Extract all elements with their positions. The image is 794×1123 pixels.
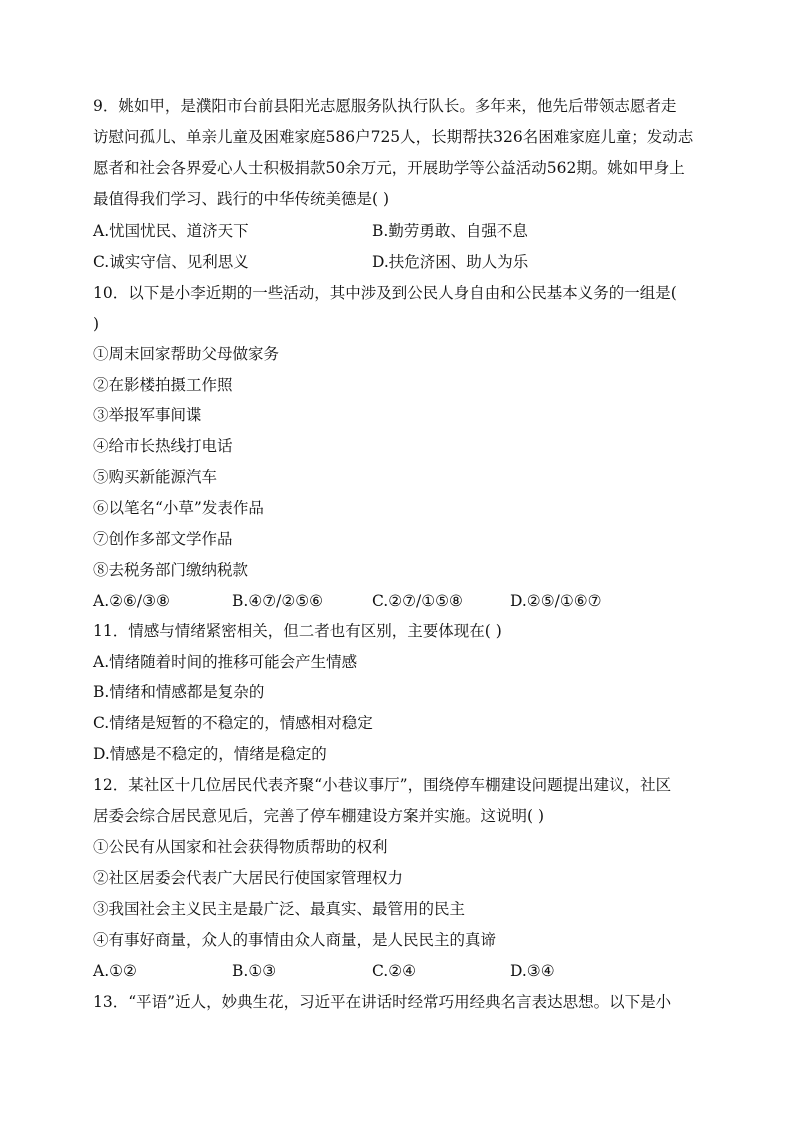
q9-option-b: B.勤劳勇敢、自强不息: [372, 222, 528, 240]
q12-line-1: 12．某社区十几位居民代表齐聚“小巷议事厅”，围绕停车棚建设问题提出建议，社区: [93, 776, 672, 794]
q10-item-2: ②在影楼拍摄工作照: [93, 376, 233, 394]
q12-option-a: A.①②: [93, 962, 137, 980]
q11-option-d: D.情感是不稳定的，情绪是稳定的: [93, 745, 327, 763]
q9-option-a: A.忧国忧民、道济天下: [93, 222, 249, 240]
q10-item-5: ⑤购买新能源汽车: [93, 468, 218, 486]
q10-option-a: A.②⑥/③⑧: [93, 592, 170, 610]
q11-option-c: C.情绪是短暂的不稳定的，情感相对稳定: [93, 714, 373, 732]
q10-option-b: B.④⑦/②⑤⑥: [232, 592, 324, 610]
q9-line-3: 愿者和社会各界爱心人士积极捐款50余万元，开展助学等公益活动562期。姚如甲身上: [93, 159, 685, 177]
q10-item-4: ④给市长热线打电话: [93, 437, 233, 455]
q12-option-d: D.③④: [510, 962, 555, 980]
q12-item-2: ②社区居委会代表广大居民行使国家管理权力: [93, 869, 404, 887]
q11-option-a: A.情绪随着时间的推移可能会产生情感: [93, 653, 358, 671]
q12-option-b: B.①③: [232, 962, 277, 980]
q11-line-1: 11．情感与情绪紧密相关，但二者也有区别，主要体现在( ): [93, 622, 502, 640]
q10-item-6: ⑥以笔名“小草”发表作品: [93, 499, 264, 517]
q10-line-2: ): [93, 315, 100, 333]
q12-option-c: C.②④: [372, 962, 417, 980]
q12-item-4: ④有事好商量，众人的事情由众人商量，是人民民主的真谛: [93, 931, 497, 949]
q10-item-3: ③举报军事间谍: [93, 406, 202, 424]
q9-option-c: C.诚实守信、见利思义: [93, 253, 249, 271]
q9-line-1: 9．姚如甲，是濮阳市台前县阳光志愿服务队执行队长。多年来，他先后带领志愿者走: [93, 97, 677, 115]
q10-item-1: ①周末回家帮助父母做家务: [93, 345, 280, 363]
q9-line-2: 访慰问孤儿、单亲儿童及困难家庭586户725人，长期帮扶326名困难家庭儿童；发动志: [93, 128, 694, 146]
q10-line-1: 10．以下是小李近期的一些活动，其中涉及到公民人身自由和公民基本义务的一组是(: [93, 284, 677, 302]
q11-option-b: B.情绪和情感都是复杂的: [93, 683, 265, 701]
q9-option-d: D.扶危济困、助人为乐: [372, 253, 529, 271]
q10-option-c: C.②⑦/①⑤⑧: [372, 592, 463, 610]
q13-line-1: 13．“平语”近人，妙典生花，习近平在讲话时经常巧用经典名言表达思想。以下是小: [93, 993, 672, 1011]
q10-item-8: ⑧去税务部门缴纳税款: [93, 561, 249, 579]
q10-option-d: D.②⑤/①⑥⑦: [510, 592, 602, 610]
q12-item-1: ①公民有从国家和社会获得物质帮助的权利: [93, 838, 388, 856]
q9-line-4: 最值得我们学习、践行的中华传统美德是( ): [93, 190, 390, 208]
q12-line-2: 居委会综合居民意见后，完善了停车棚建设方案并实施。这说明( ): [93, 807, 545, 825]
q10-item-7: ⑦创作多部文学作品: [93, 530, 233, 548]
q12-item-3: ③我国社会主义民主是最广泛、最真实、最管用的民主: [93, 900, 466, 918]
